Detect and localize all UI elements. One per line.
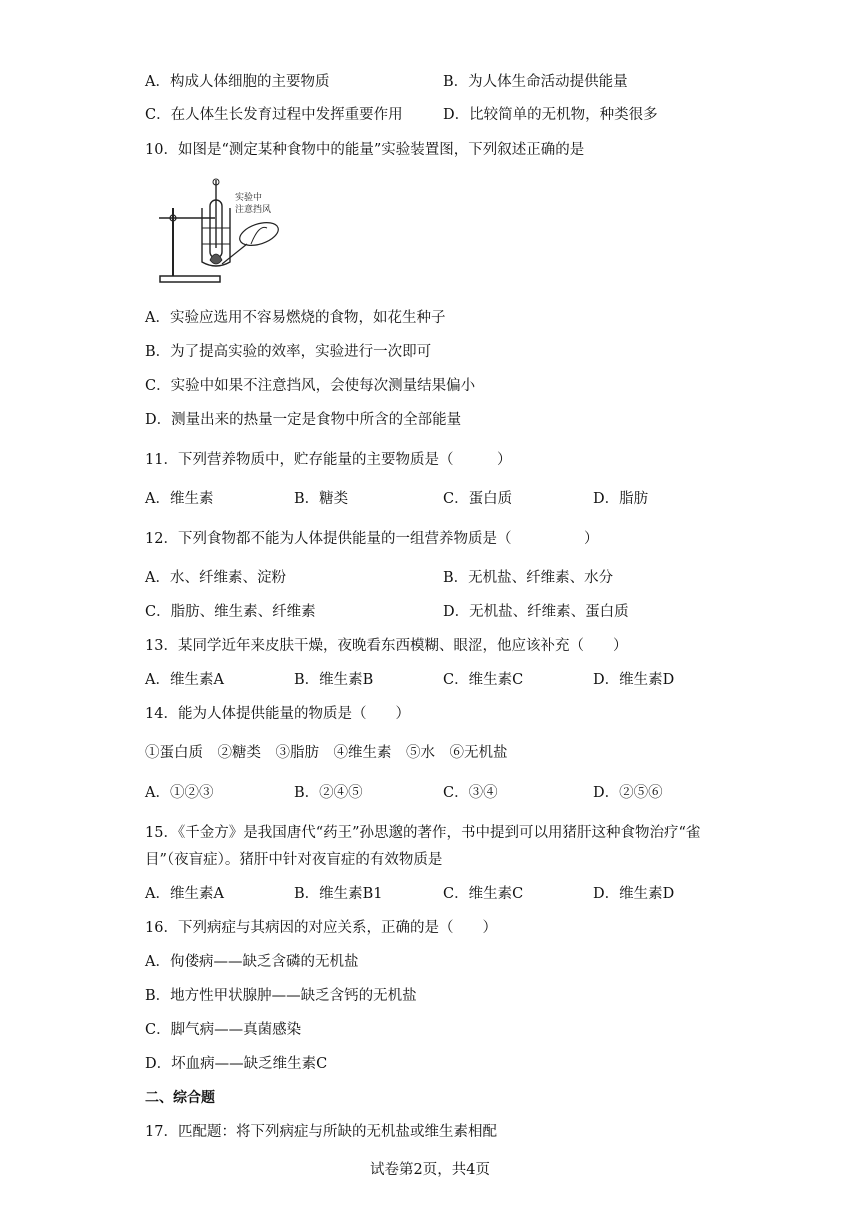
q15-option-c: C．维生素C <box>443 886 524 902</box>
q14-items: ①蛋白质 ②糖类 ③脂肪 ④维生素 ⑤水 ⑥无机盐 <box>145 745 508 761</box>
q13-option-a: A．维生素A <box>145 672 224 688</box>
section-title: 二、综合题 <box>145 1090 215 1106</box>
q12-option-a: A．水、纤维素、淀粉 <box>145 570 286 586</box>
q15-option-b: B．维生素B1 <box>294 886 383 902</box>
q10-option-d: D．测量出来的热量一定是食物中所含的全部能量 <box>145 412 462 428</box>
q16-stem: 16．下列病症与其病因的对应关系，正确的是（ ） <box>145 920 497 936</box>
q11-option-d: D．脂肪 <box>593 491 649 507</box>
q10-option-a: A．实验应选用不容易燃烧的食物，如花生种子 <box>145 310 446 326</box>
q10-option-c: C．实验中如果不注意挡风，会使每次测量结果偏小 <box>145 378 476 394</box>
page-footer: 试卷第2页，共4页 <box>370 1162 490 1178</box>
q15-option-d: D．维生素D <box>593 886 675 902</box>
q12-option-c: C．脂肪、维生素、纤维素 <box>145 604 316 620</box>
q14-option-d: D．②⑤⑥ <box>593 785 663 801</box>
q11-option-c: C．蛋白质 <box>443 491 513 507</box>
q10-stem: 10．如图是“测定某种食物中的能量”实验装置图，下列叙述正确的是 <box>145 142 585 158</box>
q16-option-b: B．地方性甲状腺肿——缺乏含钙的无机盐 <box>145 988 417 1004</box>
q16-option-c: C．脚气病——真菌感染 <box>145 1022 302 1038</box>
q11-option-a: A．维生素 <box>145 491 214 507</box>
q13-stem: 13．某同学近年来皮肤干燥，夜晚看东西模糊、眼涩，他应该补充（ ） <box>145 638 628 654</box>
q14-option-c: C．③④ <box>443 785 498 801</box>
q14-stem: 14．能为人体提供能量的物质是（ ） <box>145 706 410 722</box>
q11-stem: 11．下列营养物质中，贮存能量的主要物质是（ ） <box>145 452 512 468</box>
q10-option-b: B．为了提高实验的效率，实验进行一次即可 <box>145 344 432 360</box>
q13-option-d: D．维生素D <box>593 672 675 688</box>
q12-option-b: B．无机盐、纤维素、水分 <box>443 570 614 586</box>
q16-option-d: D．坏血病——缺乏维生素C <box>145 1056 328 1072</box>
q12-stem: 12．下列食物都不能为人体提供能量的一组营养物质是（ ） <box>145 531 599 547</box>
q14-option-a: A．①②③ <box>145 785 214 801</box>
q12-option-d: D．无机盐、纤维素、蛋白质 <box>443 604 629 620</box>
q9-option-a: A．构成人体细胞的主要物质 <box>145 74 330 90</box>
q15-stem-line2: 目”（夜盲症）。猪肝中针对夜盲症的有效物质是 <box>145 852 443 868</box>
q9-option-b: B．为人体生命活动提供能量 <box>443 74 628 90</box>
q15-stem-line1: 15．《千金方》是我国唐代“药王”孙思邈的著作，书中提到可以用猪肝这种食物治疗“雀 <box>145 825 701 841</box>
figure-label-2: 注意挡风 <box>235 205 272 215</box>
q15-option-a: A．维生素A <box>145 886 224 902</box>
experiment-apparatus-figure <box>155 178 295 288</box>
q9-option-c: C．在人体生长发育过程中发挥重要作用 <box>145 107 403 123</box>
q11-option-b: B．糖类 <box>294 491 349 507</box>
q9-option-d: D．比较简单的无机物，种类很多 <box>443 107 658 123</box>
q13-option-b: B．维生素B <box>294 672 374 688</box>
q17-stem: 17．匹配题：将下列病症与所缺的无机盐或维生素相配 <box>145 1124 497 1140</box>
figure-label-1: 实验中 <box>235 193 263 203</box>
q14-option-b: B．②④⑤ <box>294 785 363 801</box>
q16-option-a: A．佝偻病——缺乏含磷的无机盐 <box>145 954 359 970</box>
q13-option-c: C．维生素C <box>443 672 524 688</box>
